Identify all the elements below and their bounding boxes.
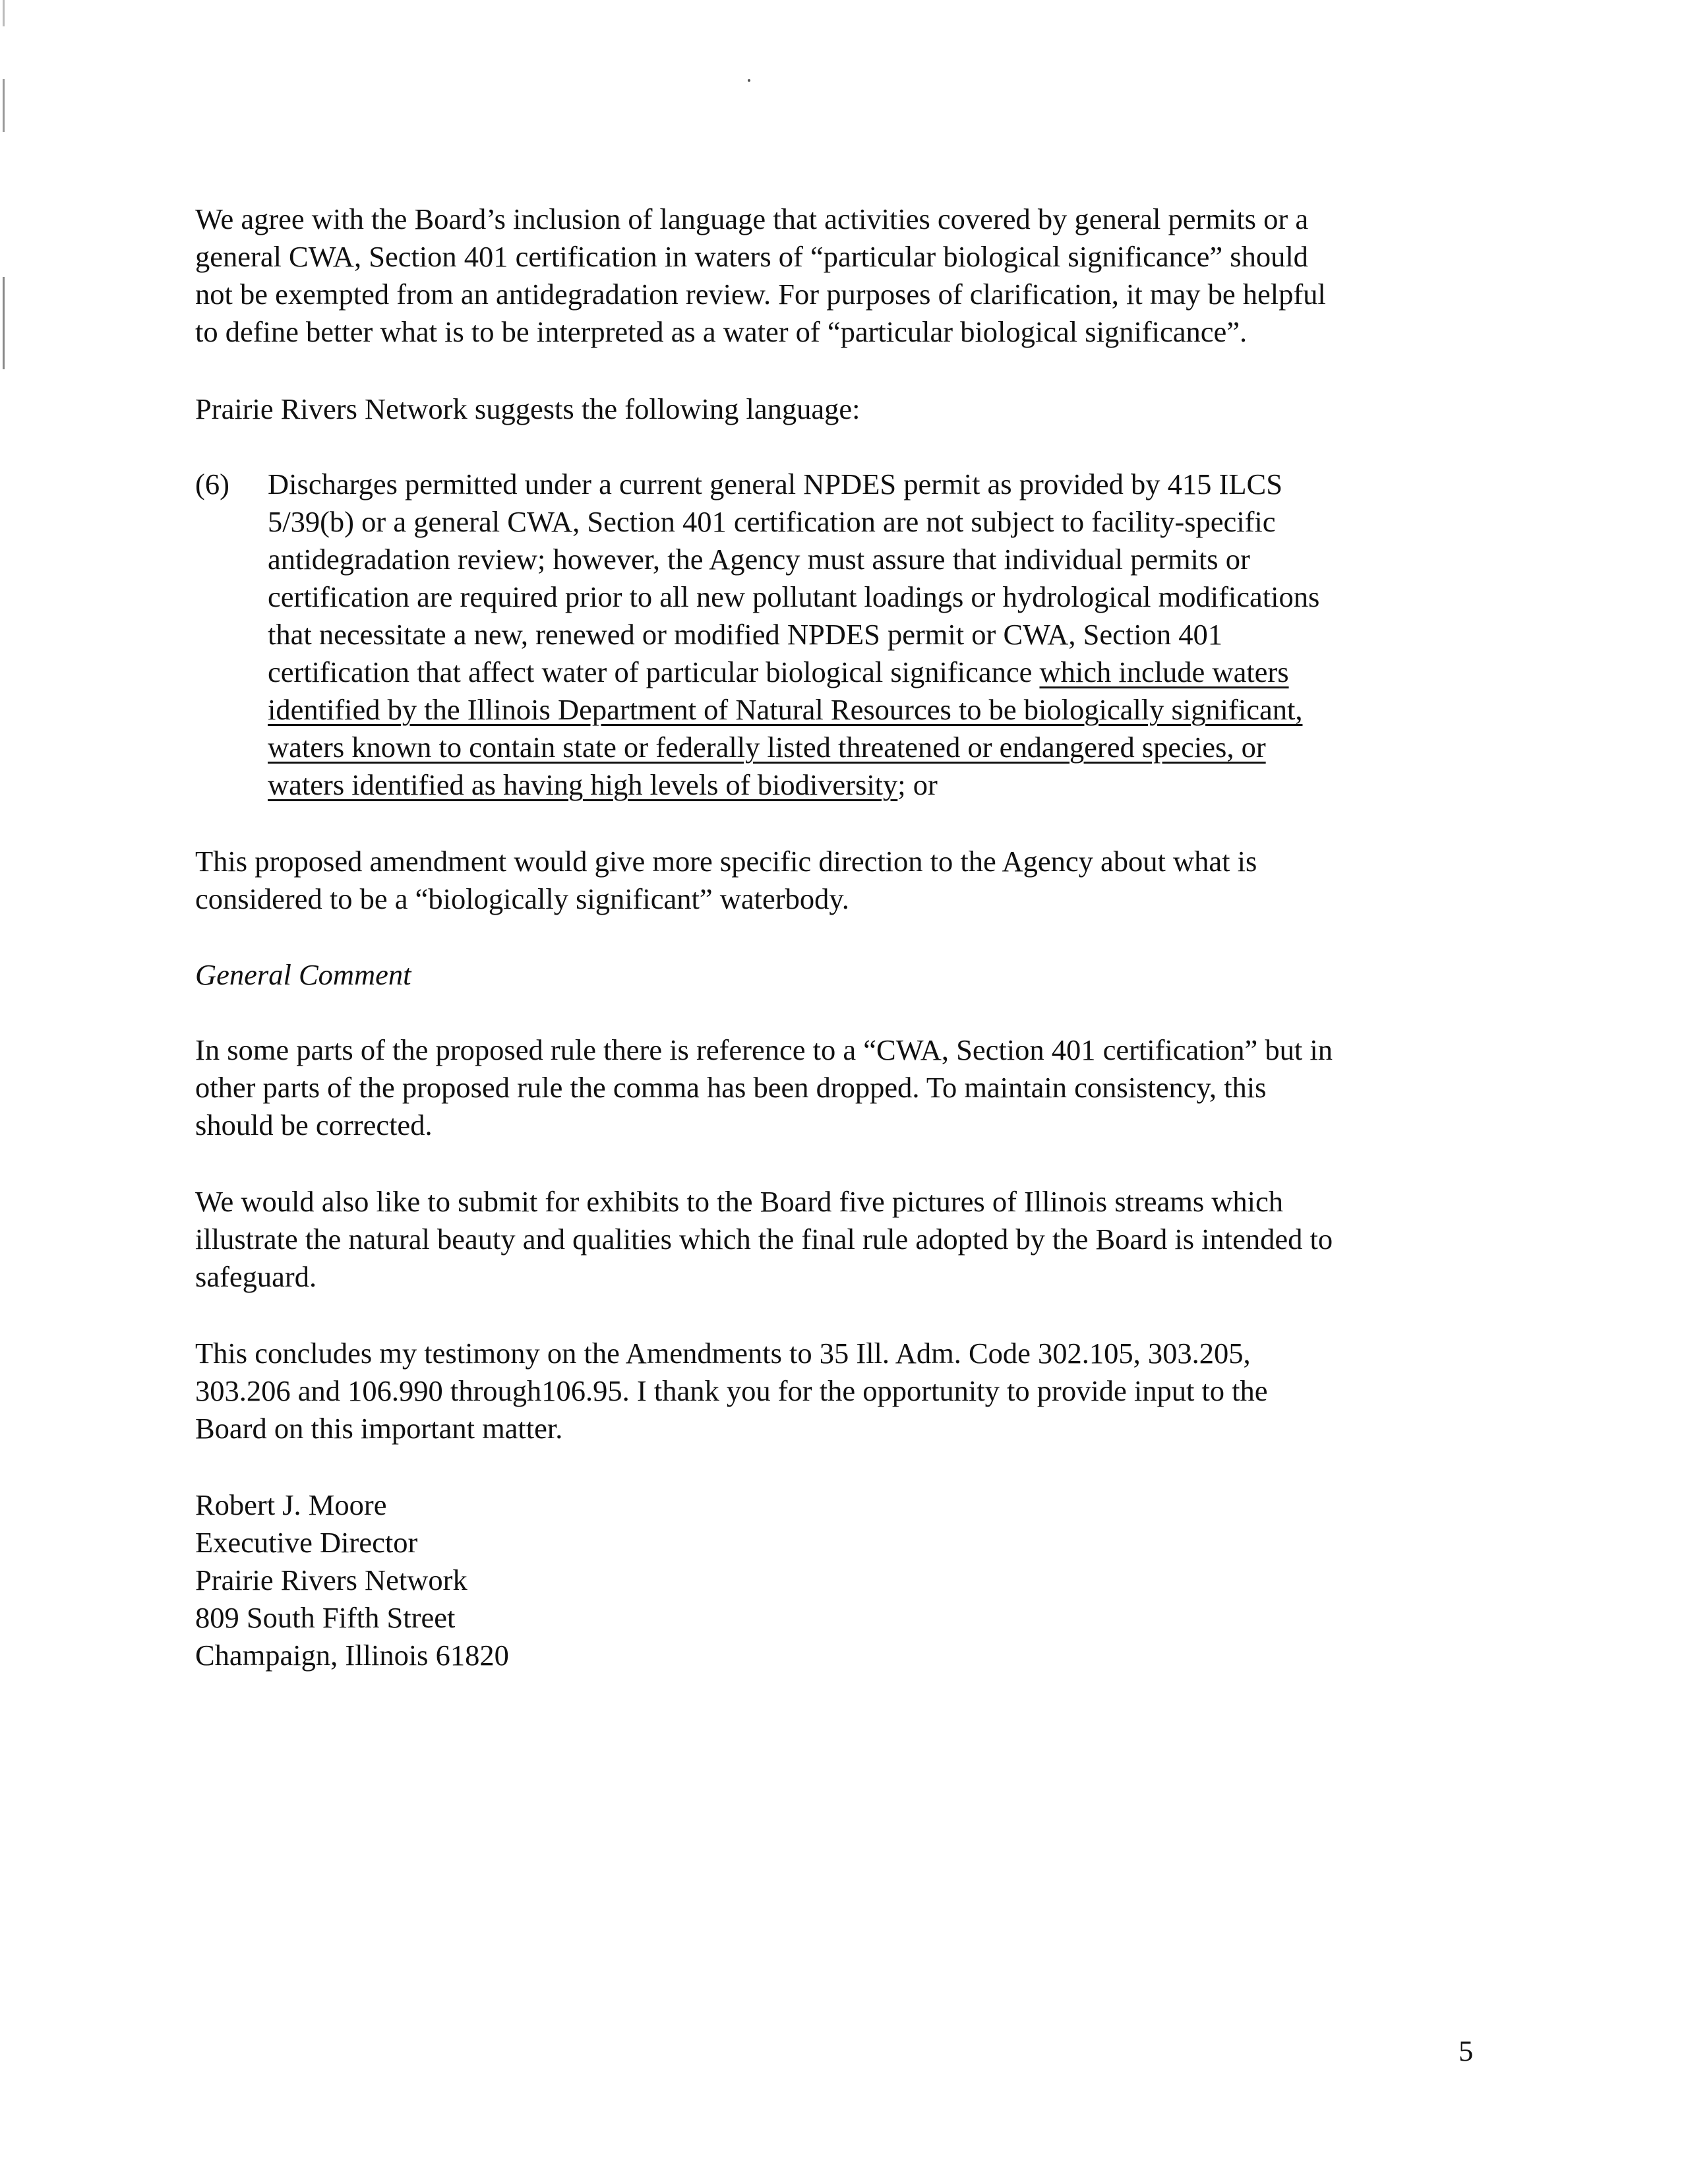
signer-city-state-zip: Champaign, Illinois 61820 [195, 1639, 509, 1672]
text-line [268, 729, 1488, 766]
text-line: We agree with the Board’s inclusion of language that activities covered by general permits or a [195, 202, 1309, 235]
text-line: This concludes my testimony on the Amendments to 35 Ill. Adm. Code 302.105, 303.205, [195, 1337, 1251, 1370]
signer-street-address: 809 South Fifth Street [195, 1601, 456, 1634]
text-line [268, 653, 1488, 691]
text-line: illustrate the natural beauty and qualities which the final rule adopted by the Board is intended to [195, 1223, 1333, 1256]
text-line: not be exempted from an antidegradation review. For purposes of clarification, it may be helpful [195, 278, 1326, 311]
section-heading-general-comment [195, 956, 1488, 994]
text-line: In some parts of the proposed rule there is reference to a “CWA, Section 401 certification” but in [195, 1033, 1333, 1066]
text-line: general CWA, Section 401 certification in waters of “particular biological significance” should [195, 240, 1308, 273]
text-line: Discharges permitted under a current general NPDES permit as provided by 415 ILCS [268, 468, 1282, 501]
item-body [268, 466, 1488, 804]
text-line: safeguard. [195, 1260, 317, 1293]
text-line: 5/39(b) or a general CWA, Section 401 certification are not subject to facility-specific [268, 505, 1276, 538]
text-segment: ; or [897, 768, 938, 801]
paragraph-conclusion [195, 1335, 1488, 1447]
text-line: certification are required prior to all new pollutant loadings or hydrological modifications [268, 580, 1320, 613]
text-line: We would also like to submit for exhibits to the Board five pictures of Illinois streams which [195, 1185, 1284, 1218]
paragraph-amendment-direction [195, 843, 1488, 918]
scan-speck [748, 79, 750, 82]
page-number: 5 [1459, 2034, 1474, 2067]
text-line: 303.206 and 106.990 through106.95. I thank you for the opportunity to provide input to the [195, 1374, 1268, 1407]
text-line: other parts of the proposed rule the comma has been dropped. To maintain consistency, this [195, 1071, 1267, 1104]
text-line: Board on this important matter. [195, 1412, 563, 1445]
text-line [268, 766, 1488, 804]
item-number: (6) [195, 468, 229, 501]
text-segment: certification that affect water of particular biological significance [268, 655, 1040, 688]
scan-edge-mark [3, 0, 5, 422]
signer-title: Executive Director [195, 1526, 418, 1559]
signer-name: Robert J. Moore [195, 1488, 387, 1521]
text-line [268, 691, 1488, 729]
text-line: to define better what is to be interpreted as a water of “particular biological significance”. [195, 315, 1248, 348]
heading-text: General Comment [195, 958, 411, 991]
paragraph-suggests [195, 390, 1488, 428]
inserted-text: identified by the Illinois Department of Natural Resources to be biologically significant, [268, 693, 1303, 726]
text-line: This proposed amendment would give more specific direction to the Agency about what is [195, 845, 1257, 878]
inserted-text: which include waters [1039, 655, 1289, 688]
text-line: that necessitate a new, renewed or modified NPDES permit or CWA, Section 401 [268, 618, 1222, 651]
text-line: considered to be a “biologically significant” waterbody. [195, 882, 849, 915]
paragraph-exhibits [195, 1183, 1488, 1296]
inserted-text: waters known to contain state or federally listed threatened or endangered species, or [268, 731, 1266, 764]
text-line: antidegradation review; however, the Agency must assure that individual permits or [268, 543, 1250, 576]
text-line: Prairie Rivers Network suggests the following language: [195, 392, 860, 425]
inserted-text: waters identified as having high levels of biodiversity [268, 768, 898, 801]
paragraph-agree [195, 200, 1488, 351]
paragraph-comma-consistency [195, 1031, 1488, 1144]
signer-organization: Prairie Rivers Network [195, 1563, 467, 1596]
text-line: should be corrected. [195, 1108, 433, 1141]
signature-block [195, 1486, 1488, 1674]
